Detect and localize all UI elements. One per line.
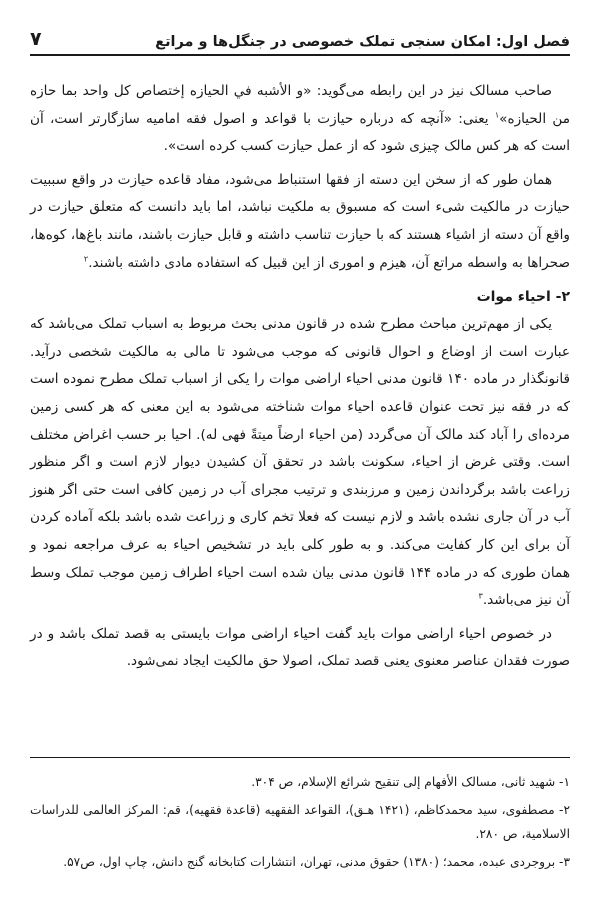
paragraph-2 <box>30 167 570 277</box>
footnotes <box>30 770 570 878</box>
paragraph-1 <box>30 78 570 161</box>
paragraph-3-text: یکی از مهم‌ترین مباحث مطرح شده در قانون مدنی بحث مربوط به اسباب تملک می‌باشد که عبارت است از اوضاع و احوال قانونی که موجب می‌شود تا مالی به مالکیت شخصی درآید. قانونگذار در ماده ۱۴۰ قانون مدنی احیاء اراضی موات را یکی از اسباب تملک مطرح نموده است که در فقه نیز تحت عنوان قاعده احیاء موات شناخته می‌شود به این معنی که هر کسی زمین مرده‌ای را آباد کند مالک آن می‌گردد (من احیاء ارضاً میتةً فهی له). احیا بر حسب اغراض مختلف است. وقتی غرض از احیاء، سکونت باشد در تحقق آن کشیدن دیوار لازم است و اگر منظور زراعت باشد برگرداندن زمین و مرزبندی و ترتیب مجرای آب در زمین کافی است حتی اگر هنوز آب در آن جاری نشده باشد و لازم نیست که فعلا تخم کاری و زراعت شده باشد بلکه آماده کردن آن برای این کار کفایت می‌کند. و به طور کلی باید در تشخیص احیاء به عرف مراجعه نمود و همان طوری که در ماده ۱۴۴ قانون مدنی بیان شده است احیاء اطراف زمین موجب تملک وسط آن نیز می‌باشد. <box>30 316 570 609</box>
footnote-mark-2: ۲ <box>83 254 89 264</box>
paragraph-1-quote: صاحب مسالک نیز در این رابطه می‌گوید: «و الأشبه في الحيازه إختصاص كل واحد بما حازه من الحيازه» <box>30 83 570 127</box>
footnote-mark-3: ۳ <box>478 591 483 601</box>
footnote-1: ۱- شهید ثانی، مسالک الأفهام إلى تنقيح شرائع الإسلام، ص ۳۰۴. <box>251 775 570 789</box>
footnote-divider <box>30 757 570 758</box>
paragraph-1-translation: یعنی: «آنچه که درباره حیازت با قواعد و اصول فقه امامیه سازگارتر است، آن است که هر کس مالک چیزی شود که از عمل حیازت کسب کرده است». <box>30 110 570 155</box>
section-heading: ۲- احیاء موات <box>476 289 570 306</box>
footnote-3: ۳- بروجردی عبده، محمد؛ (۱۳۸۰) حقوق مدنی، تهران، انتشارات کتابخانه گنج دانش، چاپ اول، ص۵۷. <box>63 855 570 869</box>
paragraph-3 <box>30 311 570 615</box>
footnote-2: ۲- مصطفوی، سید محمدکاظم، (۱۴۲۱ هـق)، القواعد الفقهيه (قاعدة فقهيه)، قم: المركز العالمی للدراسات الاسلامیة، ص ۲۸۰. <box>30 803 570 841</box>
page-header <box>30 28 570 56</box>
footnote-mark-1: ۱ <box>494 110 500 120</box>
paragraph-4-text: در خصوص احیاء اراضی موات باید گفت احیاء اراضی موات بایستی به قصد تملک باشد و در صورت فقدان عناصر معنوی یعنی قصد تملک، اصولا حق مالکیت ایجاد نمی‌شود. <box>30 625 570 670</box>
paragraph-4 <box>30 621 570 676</box>
paragraph-2-text: همان طور که از سخن این دسته از فقها استنباط می‌شود، مفاد قاعده حیازت در واقع سببیت حیازت در مالکیت شیء است که مسبوق به ملکیت نباشد، اما باید دانست که متعلق حیازت در واقع آن دسته از اشیاء هستند که با حیازت تناسب داشته و قابل حیازت باشند، مانند باغ‌ها، کوه‌ها، صحراها به واسطه مراتع آن، هیزم و اموری از این قبیل که استفاده مادی داشته باشند. <box>30 171 570 271</box>
body-text <box>30 78 570 676</box>
chapter-title: فصل اول: امکان سنجی تملک خصوصی در جنگل‌ها و مراتع <box>155 34 570 50</box>
page-number: ۷ <box>30 28 42 50</box>
